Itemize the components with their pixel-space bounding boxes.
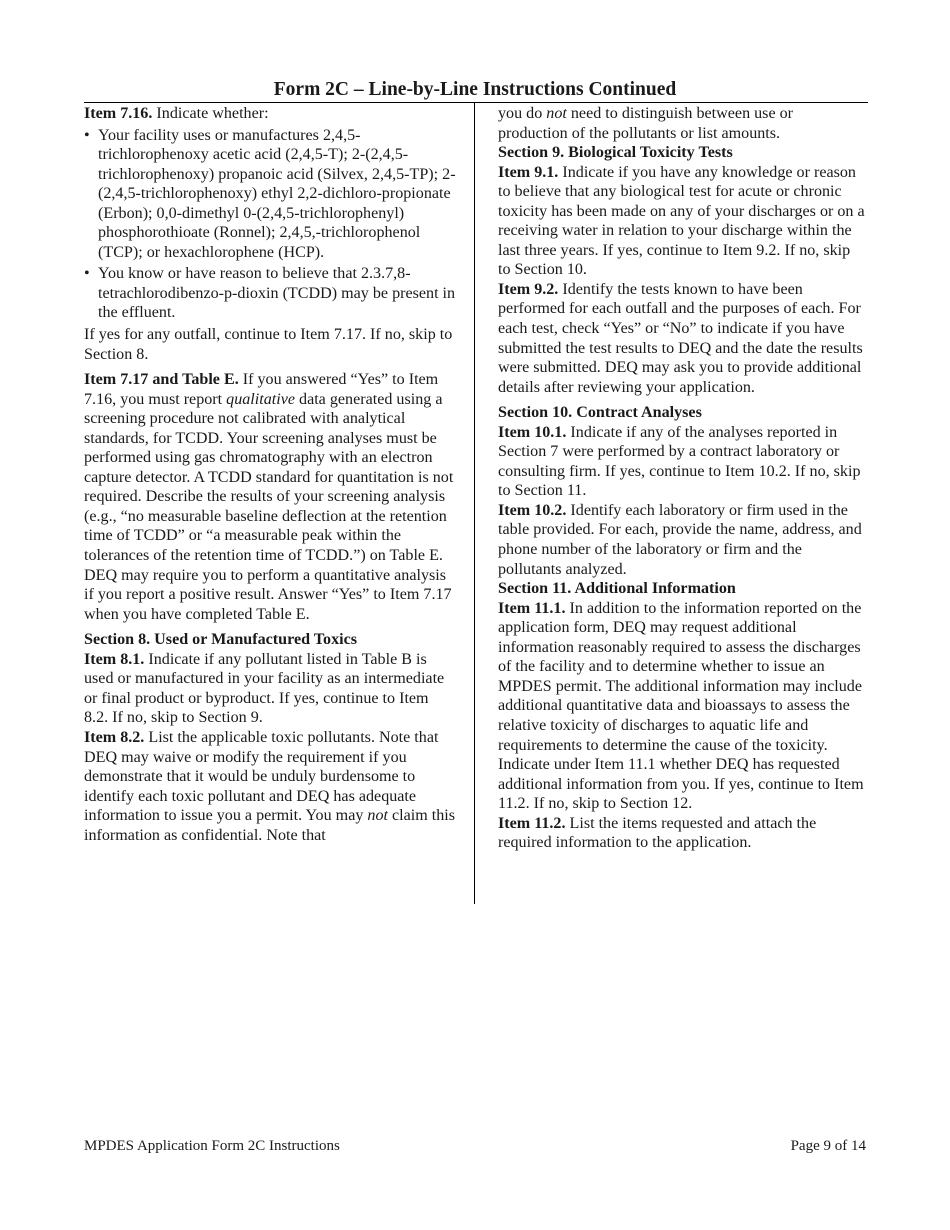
right-column [498,104,866,853]
item-label: Item 9.2. [498,280,559,298]
item-8-2-continuation: you do not need to distinguish between use or production of the pollutants or list amounts. [498,105,794,142]
item-10-1: Item 10.1. Indicate if any of the analyses reported in Section 7 were performed by a contract laboratory or consulting firm. If yes, continue to Item 10.2. If no, skip to Section 11. [498,423,861,500]
item-label: Item 9.1. [498,163,559,181]
item-8-1: Item 8.1. Indicate if any pollutant listed in Table B is used or manufactured in your facility as an intermediate or final product or byproduct. If yes, continue to Item 8.2. If no, skip to Section 9. [84,650,445,727]
section-10-heading: Section 10. Contract Analyses [498,404,702,422]
section-9-heading: Section 9. Biological Toxicity Tests [498,144,733,162]
section-11-heading: Section 11. Additional Information [498,580,736,598]
bullet-icon: • [84,265,90,283]
item-label: Item 11.2. [498,814,566,832]
item-label: Item 7.17 and Table E. [84,371,239,389]
list-item: • Your facility uses or manufactures 2,4,5-trichlorophenoxy acetic acid (2,4,5-T); 2-(2,4,5-trichlorophenoxy) propanoic acid (Silvex, 2,4,5-TP); 2-(2,4,5-trichlorophenoxy) ethyl 2,2-dichloro-propionate (Erbon); 0,0-dimethyl 0-(2,4,5-trichlorophenyl) phosphorothioate (Ronnel); 2,4,5,-trichlorophenol (TCP); or hexachlorophene (HCP). [84,126,456,261]
item-label: Item 8.2. [84,728,145,746]
item-7-16: Item 7.16. Indicate whether: [84,105,269,122]
footer-doc-title: MPDES Application Form 2C Instructions [84,1138,340,1154]
bullet-list [84,126,456,323]
item-label: Item 11.1. [498,599,566,617]
footer-page-number: Page 9 of 14 [790,1138,866,1154]
bullet-icon: • [84,126,90,144]
item-11-2: Item 11.2. List the items requested and attach the required information to the application. [498,814,817,852]
item-label: Item 7.16. [84,105,153,122]
item-9-2: Item 9.2. Identify the tests known to have been performed for each outfall and the purposes of each. For each test, check “Yes” or “No” to indicate if you have submitted the test results to DEQ and the date the results were submitted. DEQ may ask you to provide additional details after reviewing your application. [498,280,863,396]
item-7-16-followup: If yes for any outfall, continue to Item 7.17. If no, skip to Section 8. [84,326,453,363]
section-8-heading: Section 8. Used or Manufactured Toxics [84,631,358,649]
item-7-17: Item 7.17 and Table E. If you answered “Yes” to Item 7.16, you must report qualitative data generated using a screening procedure not calibrated with analytical standards, for TCDD. Your screening analyses must be performed using gas chromatography with an electron capture detector. A TCDD standard for quantitation is not required. Describe the results of your screening analysis (e.g., “no measurable baseline deflection at the retention time of TCDD” or “a measurable peak within the tolerances of the retention time of TCDD.”) on Table E. DEQ may require you to perform a quantitative analysis if you report a positive result. Answer “Yes” to Item 7.17 when you have completed Table E. [84,371,454,623]
item-label: Item 8.1. [84,650,145,668]
item-9-1: Item 9.1. Indicate if you have any knowledge or reason to believe that any biological test for acute or chronic toxicity has been made on any of your discharges or on a receiving water in relation to your discharge within the last three years. If yes, continue to Item 9.2. If no, skip to Section 10. [498,163,865,279]
item-8-2: Item 8.2. List the applicable toxic pollutants. Note that DEQ may waive or modify the requirement if you demonstrate that it would be unduly burdensome to identify each toxic pollutant and DEQ has adequate information to issue you a permit. You may not claim this information as confidential. Note that [84,728,456,844]
item-11-1: Item 11.1. In addition to the information reported on the application form, DEQ may request additional information reasonably required to assess the discharges of the facility and to determine whether to issue an MPDES permit. The additional information may include additional quantitative data and bioassays to assess the relative toxicity of discharges to aquatic life and requirements to determine the cause of the toxicity. Indicate under Item 11.1 whether DEQ has requested additional information from you. If yes, continue to Item 11.2. If no, skip to Section 12. [498,599,864,813]
item-label: Item 10.1. [498,423,567,441]
left-column [84,104,456,845]
column-divider [474,103,475,904]
page-title: Form 2C – Line-by-Line Instructions Continued [273,79,677,100]
item-label: Item 10.2. [498,501,567,519]
title-rule [84,102,868,103]
list-item: • You know or have reason to believe that 2.3.7,8-tetrachlorodibenzo-p-dioxin (TCDD) may be present in the effluent. [84,265,456,322]
item-10-2: Item 10.2. Identify each laboratory or firm used in the table provided. For each, provide the name, address, and phone number of the laboratory or firm and the pollutants analyzed. [498,501,862,578]
